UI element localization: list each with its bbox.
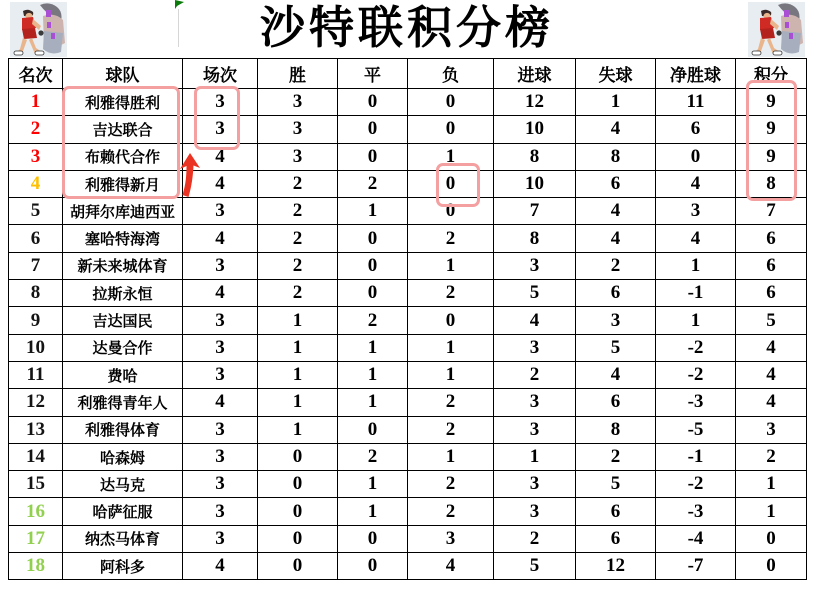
cell-gf: 5 [494, 280, 576, 307]
team-name: 布赖代合作 [63, 143, 183, 170]
cell-ga: 3 [576, 307, 656, 334]
cell-played: 4 [183, 389, 258, 416]
cell-loss: 0 [408, 307, 494, 334]
cell-ga: 8 [576, 416, 656, 443]
cell-pts: 1 [736, 471, 807, 498]
cell-rank: 17 [9, 525, 63, 552]
cell-win: 1 [258, 334, 338, 361]
cell-rank: 5 [9, 198, 63, 225]
cell-rank: 4 [9, 170, 63, 197]
cell-rank: 7 [9, 252, 63, 279]
table-row [9, 416, 807, 443]
cell-gf: 7 [494, 198, 576, 225]
cell-loss: 2 [408, 498, 494, 525]
cell-draw: 0 [338, 553, 408, 580]
cell-gf: 3 [494, 252, 576, 279]
column-header-7: 失球 [576, 59, 656, 89]
cell-pts: 6 [736, 225, 807, 252]
cell-gf: 3 [494, 416, 576, 443]
cell-gd: 0 [656, 143, 736, 170]
cell-ga: 2 [576, 443, 656, 470]
table-row [9, 198, 807, 225]
cell-gf: 10 [494, 170, 576, 197]
team-name: 胡拜尔库迪西亚 [63, 198, 183, 225]
cell-gd: 1 [656, 307, 736, 334]
cell-ga: 6 [576, 525, 656, 552]
cell-pts: 1 [736, 498, 807, 525]
table-row [9, 170, 807, 197]
standings-table [8, 58, 807, 580]
cell-played: 4 [183, 170, 258, 197]
cell-gf: 5 [494, 553, 576, 580]
cell-rank: 9 [9, 307, 63, 334]
cell-gd: -7 [656, 553, 736, 580]
cell-gd: -1 [656, 280, 736, 307]
cell-loss: 1 [408, 334, 494, 361]
cell-gf: 3 [494, 471, 576, 498]
cell-rank: 11 [9, 361, 63, 388]
cell-draw: 2 [338, 307, 408, 334]
column-header-1: 球队 [63, 59, 183, 89]
column-header-4: 平 [338, 59, 408, 89]
cell-draw: 1 [338, 361, 408, 388]
cell-played: 3 [183, 525, 258, 552]
table-row [9, 389, 807, 416]
cell-pts: 5 [736, 307, 807, 334]
cell-pts: 9 [736, 143, 807, 170]
cell-win: 0 [258, 471, 338, 498]
cell-gf: 4 [494, 307, 576, 334]
column-header-8: 净胜球 [656, 59, 736, 89]
cell-played: 3 [183, 443, 258, 470]
table-row [9, 443, 807, 470]
team-name: 吉达联合 [63, 116, 183, 143]
cell-pts: 6 [736, 252, 807, 279]
cell-pts: 7 [736, 198, 807, 225]
team-name: 达马克 [63, 471, 183, 498]
cell-rank: 8 [9, 280, 63, 307]
cell-played: 4 [183, 225, 258, 252]
column-header-6: 进球 [494, 59, 576, 89]
cell-loss: 2 [408, 225, 494, 252]
team-name: 塞哈特海湾 [63, 225, 183, 252]
cell-rank: 13 [9, 416, 63, 443]
table-row [9, 498, 807, 525]
cell-draw: 1 [338, 471, 408, 498]
cell-gf: 8 [494, 225, 576, 252]
up-arrow-icon [179, 153, 201, 199]
page-title: 沙特联积分榜 [259, 3, 554, 53]
column-header-3: 胜 [258, 59, 338, 89]
cell-win: 2 [258, 280, 338, 307]
table-row [9, 525, 807, 552]
cell-pts: 9 [736, 89, 807, 116]
cell-played: 3 [183, 307, 258, 334]
cell-ga: 5 [576, 334, 656, 361]
cell-rank: 2 [9, 116, 63, 143]
column-header-5: 负 [408, 59, 494, 89]
cell-pts: 9 [736, 116, 807, 143]
cell-gf: 1 [494, 443, 576, 470]
table-row [9, 307, 807, 334]
cell-gd: -5 [656, 416, 736, 443]
cell-loss: 0 [408, 116, 494, 143]
cell-win: 0 [258, 443, 338, 470]
team-name: 达曼合作 [63, 334, 183, 361]
cell-gf: 8 [494, 143, 576, 170]
cell-gf: 3 [494, 498, 576, 525]
cell-gd: -3 [656, 498, 736, 525]
cell-win: 2 [258, 225, 338, 252]
cell-draw: 0 [338, 143, 408, 170]
cell-win: 3 [258, 143, 338, 170]
cell-loss: 1 [408, 361, 494, 388]
cell-played: 3 [183, 471, 258, 498]
cell-loss: 2 [408, 389, 494, 416]
cell-loss: 2 [408, 280, 494, 307]
cell-win: 0 [258, 525, 338, 552]
cell-played: 3 [183, 498, 258, 525]
table-row [9, 143, 807, 170]
cell-loss: 1 [408, 143, 494, 170]
team-name: 阿科多 [63, 553, 183, 580]
cell-ga: 4 [576, 198, 656, 225]
cell-played: 4 [183, 280, 258, 307]
cell-ga: 4 [576, 225, 656, 252]
cell-draw: 1 [338, 389, 408, 416]
standings-body [9, 89, 807, 580]
cell-gd: 4 [656, 170, 736, 197]
cell-loss: 0 [408, 89, 494, 116]
cell-pts: 4 [736, 361, 807, 388]
cell-pts: 0 [736, 525, 807, 552]
table-row [9, 361, 807, 388]
team-name: 拉斯永恒 [63, 280, 183, 307]
cell-pts: 8 [736, 170, 807, 197]
cell-gd: 4 [656, 225, 736, 252]
cell-draw: 1 [338, 198, 408, 225]
cell-gf: 2 [494, 525, 576, 552]
cell-loss: 0 [408, 198, 494, 225]
cell-flag-icon [175, 0, 184, 9]
cell-gd: -2 [656, 361, 736, 388]
table-row [9, 89, 807, 116]
cell-gf: 2 [494, 361, 576, 388]
cell-rank: 10 [9, 334, 63, 361]
cell-rank: 3 [9, 143, 63, 170]
cell-pts: 3 [736, 416, 807, 443]
team-name: 哈萨征服 [63, 498, 183, 525]
cell-ga: 12 [576, 553, 656, 580]
column-header-2: 场次 [183, 59, 258, 89]
cell-win: 3 [258, 116, 338, 143]
cell-ga: 6 [576, 498, 656, 525]
cell-played: 3 [183, 116, 258, 143]
cell-draw: 0 [338, 116, 408, 143]
cell-ga: 4 [576, 361, 656, 388]
cell-win: 2 [258, 198, 338, 225]
cell-draw: 1 [338, 498, 408, 525]
cell-pts: 4 [736, 389, 807, 416]
cell-gd: 1 [656, 252, 736, 279]
team-name: 吉达国民 [63, 307, 183, 334]
cell-rank: 16 [9, 498, 63, 525]
team-name: 利雅得胜利 [63, 89, 183, 116]
cell-gf: 3 [494, 334, 576, 361]
cell-win: 1 [258, 416, 338, 443]
cell-played: 3 [183, 416, 258, 443]
cell-win: 2 [258, 170, 338, 197]
cell-win: 1 [258, 361, 338, 388]
cell-ga: 6 [576, 389, 656, 416]
cell-rank: 6 [9, 225, 63, 252]
table-row [9, 280, 807, 307]
cell-gf: 3 [494, 389, 576, 416]
table-row [9, 116, 807, 143]
cell-ga: 4 [576, 116, 656, 143]
cell-win: 2 [258, 252, 338, 279]
team-name: 哈森姆 [63, 443, 183, 470]
cell-win: 1 [258, 307, 338, 334]
cell-win: 0 [258, 553, 338, 580]
cell-draw: 1 [338, 334, 408, 361]
cell-ga: 6 [576, 280, 656, 307]
team-name: 利雅得青年人 [63, 389, 183, 416]
table-row [9, 471, 807, 498]
team-name: 利雅得体育 [63, 416, 183, 443]
cell-rank: 15 [9, 471, 63, 498]
header-row [9, 59, 807, 89]
cell-win: 3 [258, 89, 338, 116]
cell-gf: 10 [494, 116, 576, 143]
cell-draw: 2 [338, 170, 408, 197]
column-header-9: 积分 [736, 59, 807, 89]
cell-ga: 8 [576, 143, 656, 170]
cell-draw: 2 [338, 443, 408, 470]
cell-played: 4 [183, 553, 258, 580]
cell-draw: 0 [338, 252, 408, 279]
cell-ga: 1 [576, 89, 656, 116]
cell-ga: 5 [576, 471, 656, 498]
cell-pts: 2 [736, 443, 807, 470]
cell-ga: 2 [576, 252, 656, 279]
cell-win: 0 [258, 498, 338, 525]
cell-rank: 18 [9, 553, 63, 580]
cell-gd: -4 [656, 525, 736, 552]
cell-played: 3 [183, 334, 258, 361]
cell-gd: -1 [656, 443, 736, 470]
team-name: 费哈 [63, 361, 183, 388]
cell-rank: 14 [9, 443, 63, 470]
cell-pts: 0 [736, 553, 807, 580]
cell-draw: 0 [338, 89, 408, 116]
table-row [9, 225, 807, 252]
cell-gd: -2 [656, 334, 736, 361]
cell-ga: 6 [576, 170, 656, 197]
cell-draw: 0 [338, 280, 408, 307]
cell-loss: 4 [408, 553, 494, 580]
cell-rank: 1 [9, 89, 63, 116]
cell-played: 3 [183, 252, 258, 279]
team-name: 利雅得新月 [63, 170, 183, 197]
cell-loss: 3 [408, 525, 494, 552]
cell-played: 3 [183, 89, 258, 116]
cell-gd: 11 [656, 89, 736, 116]
cell-pts: 6 [736, 280, 807, 307]
cell-draw: 0 [338, 225, 408, 252]
cell-loss: 2 [408, 471, 494, 498]
cell-gf: 12 [494, 89, 576, 116]
cell-played: 4 [183, 143, 258, 170]
cell-played: 3 [183, 198, 258, 225]
table-row [9, 334, 807, 361]
cell-played: 3 [183, 361, 258, 388]
cell-pts: 4 [736, 334, 807, 361]
cell-loss: 0 [408, 170, 494, 197]
cell-rank: 12 [9, 389, 63, 416]
table-row [9, 252, 807, 279]
cell-gd: -2 [656, 471, 736, 498]
team-name: 新未来城体育 [63, 252, 183, 279]
cell-gd: -3 [656, 389, 736, 416]
cell-draw: 0 [338, 416, 408, 443]
cell-loss: 2 [408, 416, 494, 443]
cell-loss: 1 [408, 443, 494, 470]
cell-win: 1 [258, 389, 338, 416]
table-row [9, 553, 807, 580]
cell-gd: 6 [656, 116, 736, 143]
column-header-0: 名次 [9, 59, 63, 89]
team-name: 纳杰马体育 [63, 525, 183, 552]
gridline-mark [178, 9, 179, 47]
cell-loss: 1 [408, 252, 494, 279]
cell-gd: 3 [656, 198, 736, 225]
cell-draw: 0 [338, 525, 408, 552]
